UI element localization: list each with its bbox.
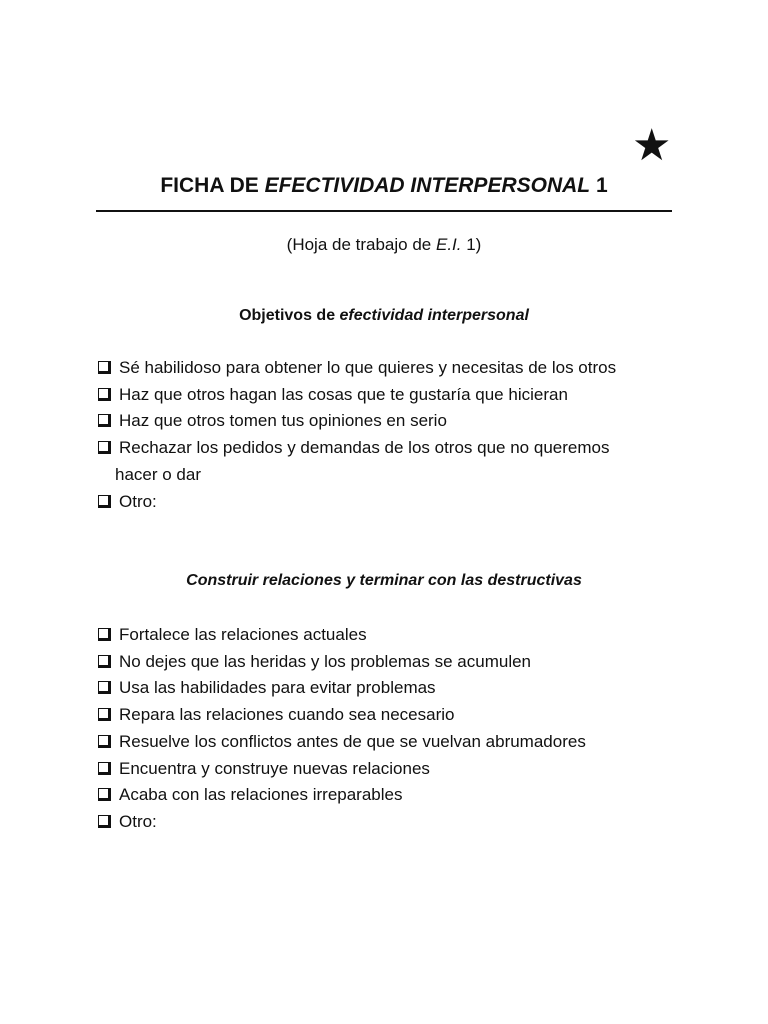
checkbox[interactable] (98, 655, 111, 668)
section1-heading-prefix: Objetivos de (239, 307, 340, 324)
checklist-item (98, 782, 678, 809)
checklist-item-label: Fortalece las relaciones actuales (119, 625, 367, 644)
page-subtitle (96, 233, 672, 257)
relationships-checklist (98, 622, 678, 836)
checkbox[interactable] (98, 815, 111, 828)
checklist-item (98, 809, 678, 836)
checklist-item (98, 729, 678, 756)
objectives-checklist (98, 355, 678, 515)
checklist-item-label: Rechazar los pedidos y demandas de los otros que no queremos (119, 438, 610, 458)
checklist-item (98, 435, 678, 488)
checklist-item (98, 355, 678, 382)
page-title (96, 172, 672, 200)
checklist-item-label: Sé habilidoso para obtener lo que quieres y necesitas de los otros (119, 358, 617, 377)
title-prefix: FICHA DE (160, 174, 265, 197)
checklist-item-label: Repara las relaciones cuando sea necesario (119, 705, 455, 725)
checklist-item-label: Otro: (119, 811, 157, 831)
checklist-item-label: No dejes que las heridas y los problemas se acumulen (119, 651, 532, 671)
checklist-item (98, 622, 678, 649)
checklist-item (98, 649, 678, 676)
subtitle-prefix: (Hoja de trabajo de (286, 235, 436, 254)
title-suffix: 1 (590, 174, 608, 197)
checkbox[interactable] (98, 414, 111, 427)
checklist-item (98, 408, 678, 435)
checklist-item-label: Encuentra y construye nuevas relaciones (119, 758, 430, 778)
checklist-item-label: Haz que otros hagan las cosas que te gustaría que hicieran (119, 384, 568, 404)
subtitle-italic: E.I. (435, 235, 462, 254)
checklist-item-label: Haz que otros tomen tus opiniones en serio (119, 411, 447, 431)
checklist-item-label: Otro: (119, 491, 157, 511)
checklist-item-label-continued: hacer o dar (115, 464, 201, 484)
checkbox[interactable] (98, 388, 111, 401)
checkbox[interactable] (98, 708, 111, 721)
checkbox[interactable] (98, 735, 111, 748)
checklist-item (98, 675, 678, 702)
checkbox[interactable] (98, 762, 111, 775)
section-heading-objectives (96, 305, 672, 327)
checklist-item (98, 702, 678, 729)
title-italic: EFECTIVIDAD INTERPERSONAL (264, 174, 591, 197)
checkbox[interactable] (98, 628, 111, 641)
checklist-item (98, 756, 678, 783)
checklist-item-label: Resuelve los conflictos antes de que se vuelvan abrumadores (119, 731, 586, 751)
subtitle-suffix: 1) (461, 235, 482, 254)
checkbox[interactable] (98, 495, 111, 508)
section-heading-relationships: Construir relaciones y terminar con las destructivas (186, 572, 582, 589)
star-icon: ★ (632, 120, 672, 171)
checkbox[interactable] (98, 361, 111, 374)
checklist-item (98, 382, 678, 409)
title-divider (96, 210, 672, 212)
section1-heading-italic: efectividad interpersonal (339, 307, 529, 324)
checkbox[interactable] (98, 681, 111, 694)
checklist-item-label: Acaba con las relaciones irreparables (119, 785, 403, 805)
checklist-item-label: Usa las habilidades para evitar problemas (119, 678, 436, 698)
checkbox[interactable] (98, 788, 111, 801)
checklist-item (98, 489, 678, 516)
checkbox[interactable] (98, 441, 111, 454)
